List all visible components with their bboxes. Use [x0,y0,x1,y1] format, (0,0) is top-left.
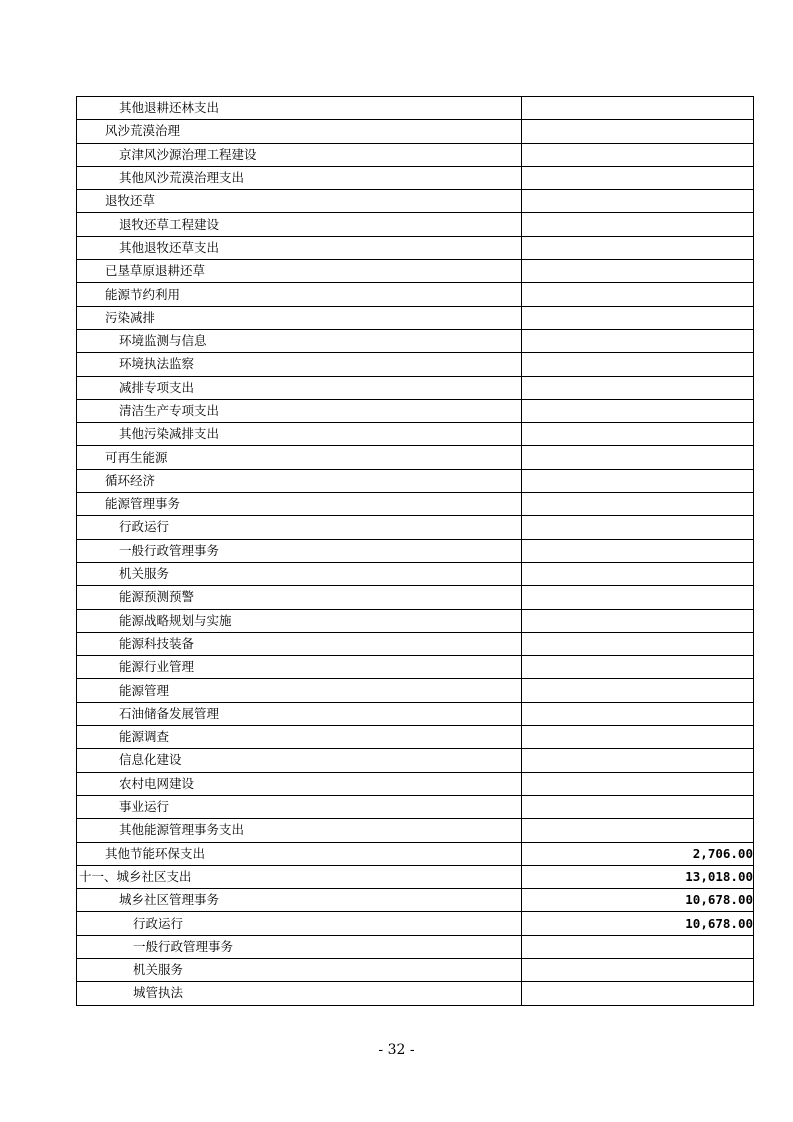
amount-cell [522,586,754,609]
amount-cell: 13,018.00 [522,865,754,888]
amount-cell [522,469,754,492]
item-name-cell: 环境执法监察 [77,353,522,376]
item-name-cell: 能源行业管理 [77,656,522,679]
table-row [77,97,754,120]
item-name-cell: 能源调查 [77,726,522,749]
table-row [77,236,754,259]
amount-cell [522,795,754,818]
item-name-cell: 城管执法 [77,982,522,1005]
item-name-cell: 行政运行 [77,516,522,539]
amount-cell [522,609,754,632]
amount-cell [522,190,754,213]
table-body [77,97,754,1006]
item-name-cell: 能源节约利用 [77,283,522,306]
item-name-cell: 农村电网建设 [77,772,522,795]
item-name-cell: 能源管理事务 [77,493,522,516]
table-row [77,120,754,143]
item-name-cell: 一般行政管理事务 [77,539,522,562]
item-name-cell: 行政运行 [77,912,522,935]
amount-cell [522,166,754,189]
table-row [77,958,754,981]
item-name-cell: 京津风沙源治理工程建设 [77,143,522,166]
item-name-cell: 能源管理 [77,679,522,702]
table-row [77,679,754,702]
item-name-cell: 石油储备发展管理 [77,702,522,725]
amount-cell [522,772,754,795]
item-name-cell: 风沙荒漠治理 [77,120,522,143]
amount-cell [522,819,754,842]
budget-table [76,96,754,1006]
table-row [77,283,754,306]
table-row [77,586,754,609]
amount-cell [522,562,754,585]
item-name-cell: 其他退耕还林支出 [77,97,522,120]
table-row [77,423,754,446]
amount-cell [522,283,754,306]
item-name-cell: 机关服务 [77,958,522,981]
table-row [77,865,754,888]
table-row [77,702,754,725]
item-name-cell: 其他节能环保支出 [77,842,522,865]
amount-cell [522,656,754,679]
amount-cell: 10,678.00 [522,912,754,935]
amount-cell [522,726,754,749]
amount-cell [522,306,754,329]
item-name-cell: 其他风沙荒漠治理支出 [77,166,522,189]
table-row [77,329,754,352]
item-name-cell: 信息化建设 [77,749,522,772]
amount-cell [522,423,754,446]
item-name-cell: 十一、城乡社区支出 [77,865,522,888]
table-row [77,819,754,842]
amount-cell [522,493,754,516]
amount-cell [522,935,754,958]
item-name-cell: 污染减排 [77,306,522,329]
item-name-cell: 其他污染减排支出 [77,423,522,446]
amount-cell [522,97,754,120]
item-name-cell: 清洁生产专项支出 [77,399,522,422]
amount-cell [522,213,754,236]
table-row [77,609,754,632]
amount-cell [522,679,754,702]
table-row [77,399,754,422]
item-name-cell: 其他能源管理事务支出 [77,819,522,842]
amount-cell [522,143,754,166]
item-name-cell: 能源战略规划与实施 [77,609,522,632]
table-row [77,539,754,562]
amount-cell [522,329,754,352]
table-row [77,213,754,236]
table-row [77,935,754,958]
table-row [77,749,754,772]
item-name-cell: 事业运行 [77,795,522,818]
table-row [77,726,754,749]
amount-cell: 10,678.00 [522,889,754,912]
table-row [77,656,754,679]
amount-cell [522,749,754,772]
amount-cell [522,982,754,1005]
table-row [77,889,754,912]
page-number: - 32 - [378,1042,415,1058]
table-row [77,469,754,492]
item-name-cell: 退牧还草工程建设 [77,213,522,236]
item-name-cell: 一般行政管理事务 [77,935,522,958]
table-row [77,190,754,213]
item-name-cell: 能源科技装备 [77,632,522,655]
table-row [77,376,754,399]
table-row [77,493,754,516]
table-row [77,516,754,539]
amount-cell [522,260,754,283]
amount-cell [522,399,754,422]
item-name-cell: 可再生能源 [77,446,522,469]
item-name-cell: 能源预测预警 [77,586,522,609]
table-row [77,982,754,1005]
amount-cell [522,376,754,399]
table-row [77,562,754,585]
amount-cell [522,632,754,655]
table-row [77,260,754,283]
amount-cell [522,539,754,562]
item-name-cell: 退牧还草 [77,190,522,213]
amount-cell: 2,706.00 [522,842,754,865]
amount-cell [522,702,754,725]
item-name-cell: 已垦草原退耕还草 [77,260,522,283]
table-row [77,446,754,469]
amount-cell [522,120,754,143]
item-name-cell: 环境监测与信息 [77,329,522,352]
amount-cell [522,958,754,981]
table-row [77,795,754,818]
table-row [77,143,754,166]
table-row [77,842,754,865]
table-row [77,166,754,189]
amount-cell [522,446,754,469]
item-name-cell: 循环经济 [77,469,522,492]
amount-cell [522,516,754,539]
amount-cell [522,353,754,376]
table-row [77,632,754,655]
table-row [77,353,754,376]
amount-cell [522,236,754,259]
item-name-cell: 城乡社区管理事务 [77,889,522,912]
item-name-cell: 其他退牧还草支出 [77,236,522,259]
table-row [77,912,754,935]
table-row [77,772,754,795]
item-name-cell: 机关服务 [77,562,522,585]
item-name-cell: 减排专项支出 [77,376,522,399]
table-row [77,306,754,329]
